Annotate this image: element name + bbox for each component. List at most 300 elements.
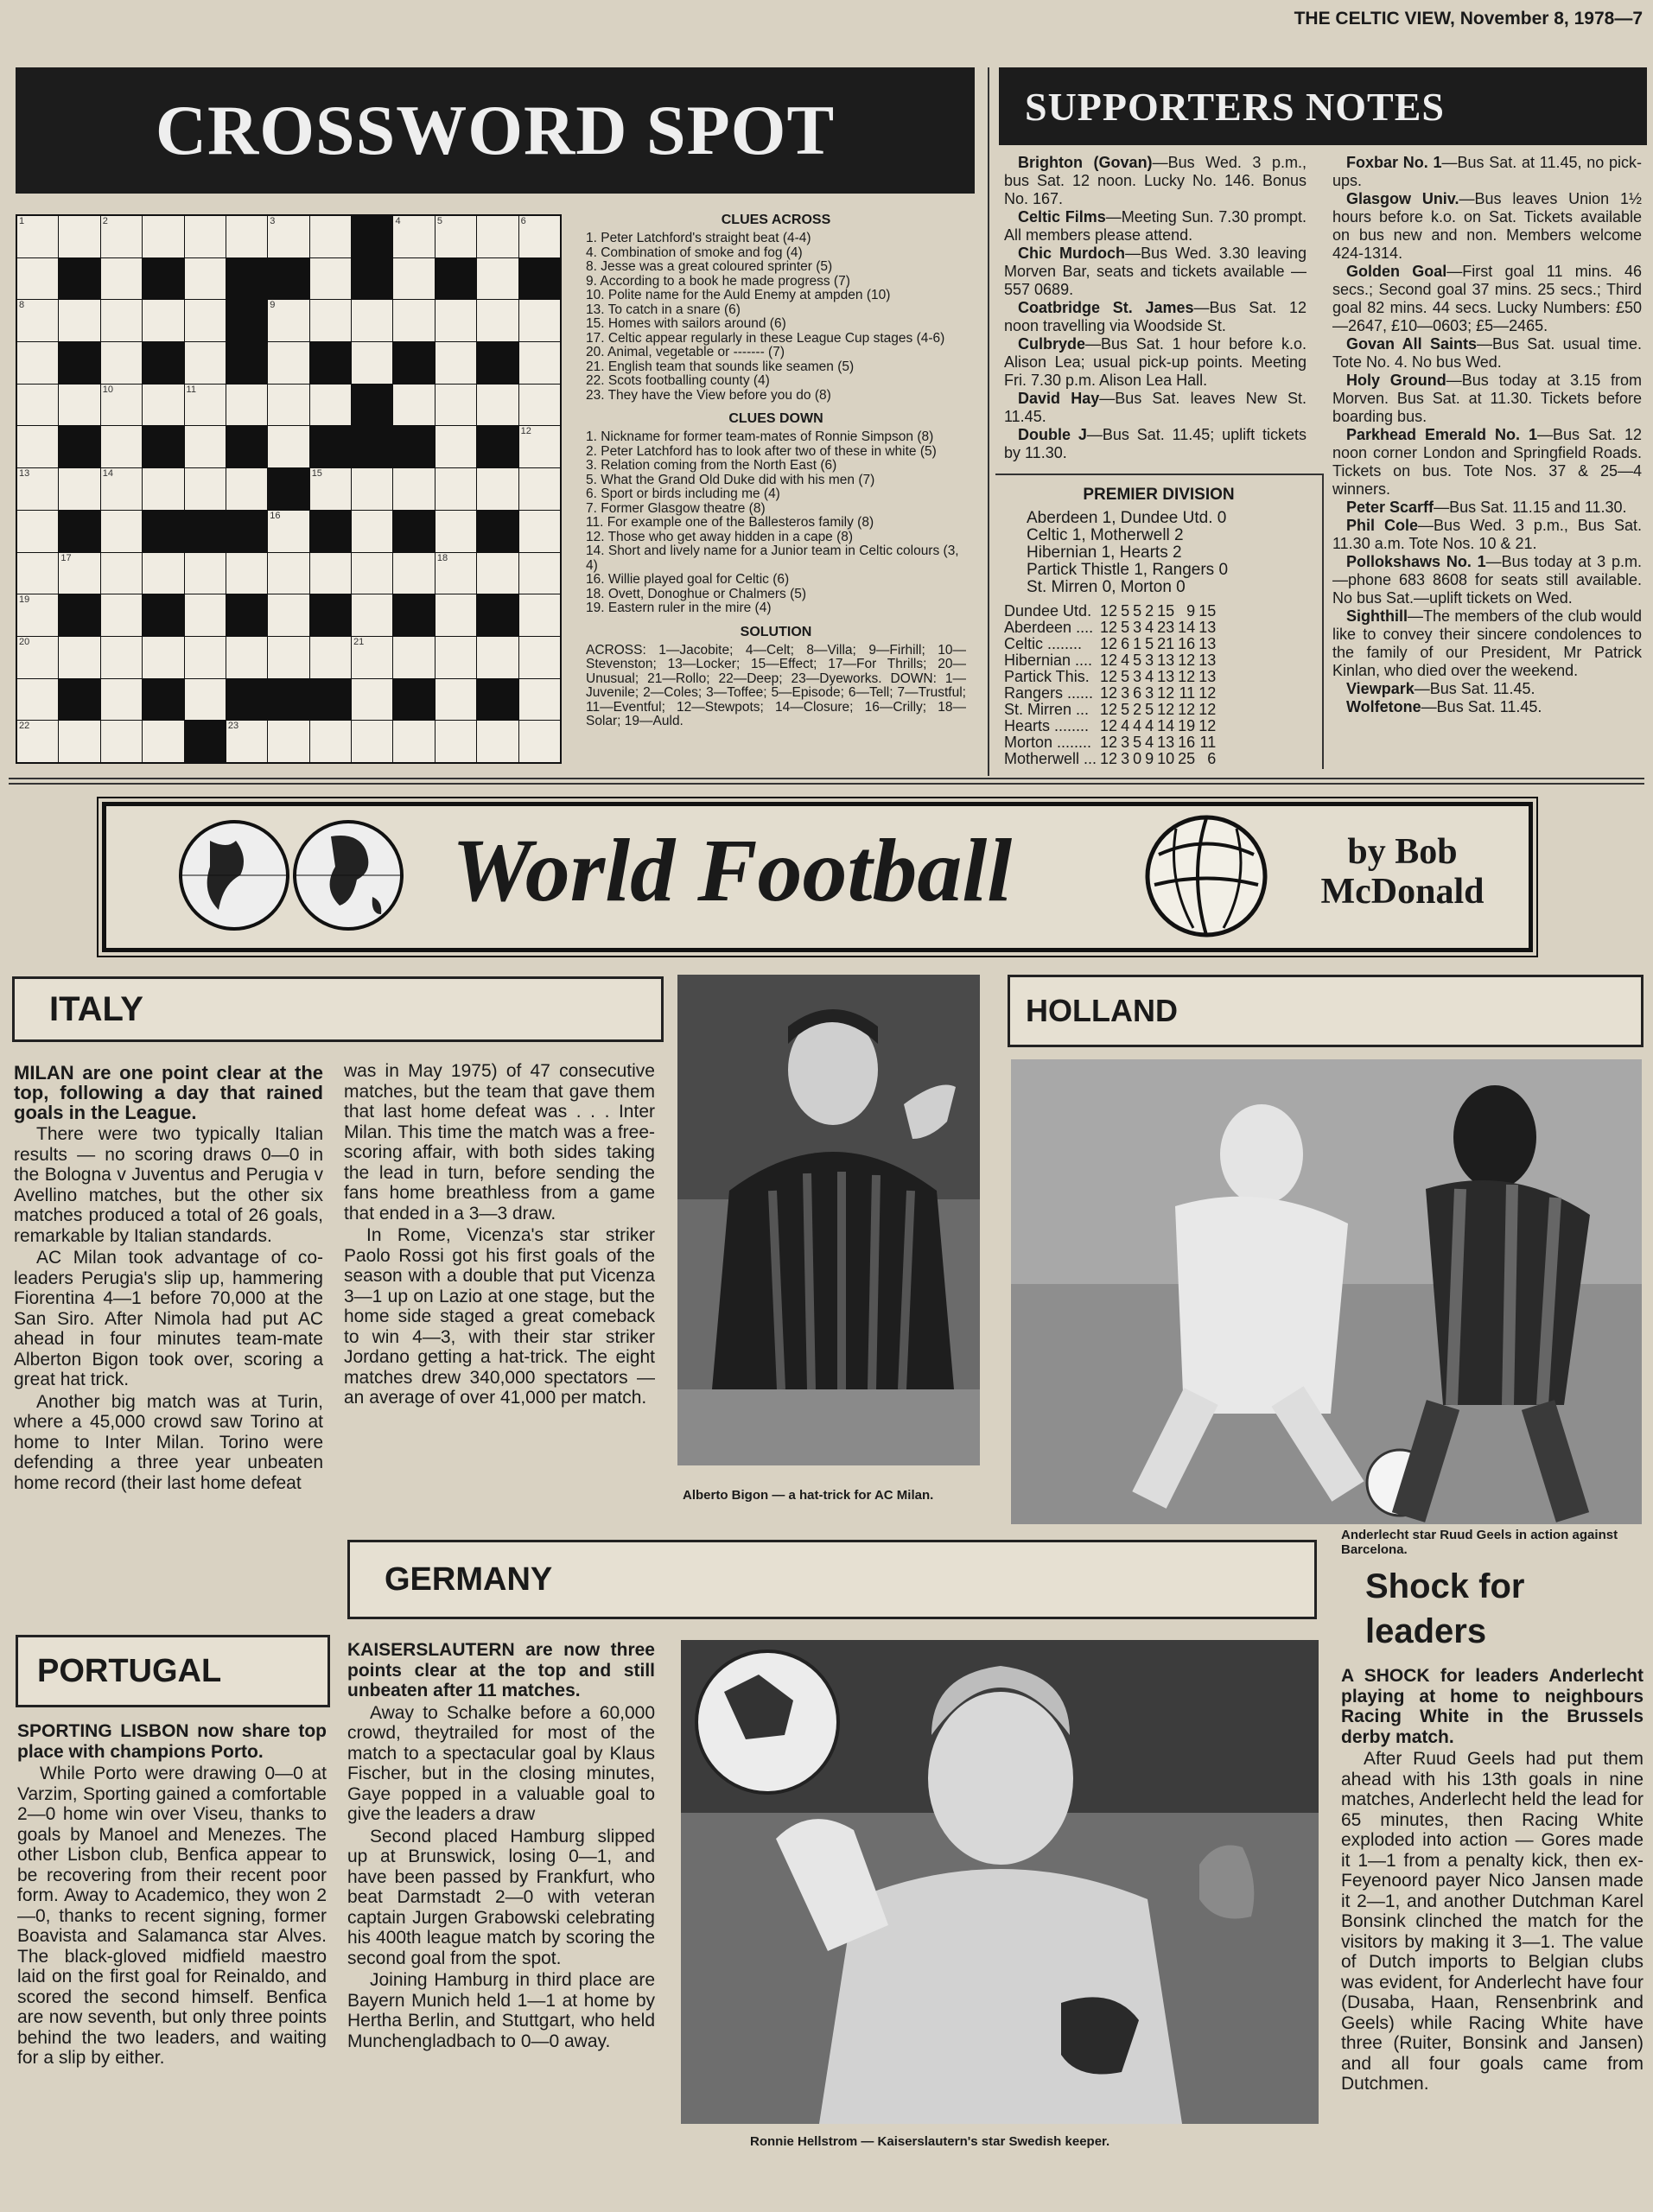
table-cell: 11 bbox=[1199, 734, 1217, 751]
table-cell: 4 bbox=[1145, 717, 1154, 734]
clue-across: 10. Polite name for the Auld Enemy at ampden (10) bbox=[586, 288, 891, 302]
grid-cell[interactable] bbox=[519, 511, 560, 552]
italy-paragraphs bbox=[14, 1124, 323, 1493]
grid-cell[interactable] bbox=[436, 342, 476, 384]
grid-black-cell bbox=[226, 258, 267, 300]
grid-cell[interactable] bbox=[477, 385, 518, 426]
shock-paragraphs bbox=[1341, 1749, 1643, 2094]
grid-cell[interactable] bbox=[352, 468, 392, 510]
holland-heading bbox=[1008, 975, 1643, 1047]
germany-paragraph: Joining Hamburg in third place are Bayern Munich held 1—1 at home by Hertha Berlin, and Stuttgart, who held Munchengladbach to 0—0 away. bbox=[347, 1970, 655, 2051]
grid-cell[interactable] bbox=[143, 721, 183, 762]
grid-cell[interactable] bbox=[185, 216, 226, 257]
grid-cell[interactable] bbox=[185, 637, 226, 678]
club-name: David Hay bbox=[1018, 390, 1100, 407]
club-name: Chic Murdoch bbox=[1018, 245, 1126, 262]
grid-cell[interactable] bbox=[17, 385, 58, 426]
grid-cell[interactable] bbox=[143, 468, 183, 510]
supporters-column-2 bbox=[1332, 154, 1642, 716]
table-cell: 11 bbox=[1179, 684, 1196, 702]
grid-cell[interactable] bbox=[268, 426, 308, 467]
grid-cell[interactable] bbox=[519, 594, 560, 636]
table-row bbox=[1004, 620, 1219, 636]
grid-cell[interactable] bbox=[393, 258, 434, 300]
photo-hellstrom-image bbox=[681, 1640, 1319, 2124]
grid-black-cell bbox=[393, 426, 434, 467]
grid-number: 9 bbox=[270, 300, 276, 311]
table-cell: 12 bbox=[1157, 684, 1175, 702]
supporters-note bbox=[1004, 335, 1307, 390]
grid-cell[interactable] bbox=[477, 637, 518, 678]
grid-black-cell bbox=[226, 300, 267, 341]
grid-black-cell bbox=[226, 679, 267, 721]
clue-down: 5. What the Grand Old Duke did with his men (7) bbox=[586, 472, 875, 487]
clue-down: 14. Short and lively name for a Junior team in Celtic colours (3, 4) bbox=[586, 543, 959, 573]
grid-cell[interactable] bbox=[393, 637, 434, 678]
grid-cell[interactable] bbox=[519, 216, 560, 257]
grid-black-cell bbox=[143, 426, 183, 467]
grid-cell[interactable] bbox=[226, 637, 267, 678]
match-result: Aberdeen 1, Dundee Utd. 0 bbox=[1027, 509, 1227, 527]
grid-cell[interactable] bbox=[59, 468, 99, 510]
club-name: Wolfetone bbox=[1346, 698, 1421, 715]
grid-cell[interactable] bbox=[310, 216, 351, 257]
grid-number: 14 bbox=[102, 468, 114, 480]
grid-cell[interactable] bbox=[310, 637, 351, 678]
grid-black-cell bbox=[310, 594, 351, 636]
table-cell: 12 bbox=[1100, 619, 1118, 636]
grid-cell[interactable] bbox=[59, 385, 99, 426]
table-cell: 12 bbox=[1100, 668, 1118, 685]
grid-cell[interactable] bbox=[519, 553, 560, 594]
supporters-title: SUPPORTERS NOTES bbox=[1025, 84, 1445, 129]
grid-cell[interactable] bbox=[185, 679, 226, 721]
italy-paragraph: There were two typically Italian results — no scoring draws 0—0 in the Bologna v Juventus and Perugia v Avellino matches, but the other six matches produced a total of 26 goals, remarkable by Italian standards. bbox=[14, 1124, 323, 1246]
grid-number: 10 bbox=[102, 384, 114, 395]
grid-cell[interactable] bbox=[185, 385, 226, 426]
grid-cell[interactable] bbox=[436, 553, 476, 594]
grid-black-cell bbox=[143, 594, 183, 636]
table-cell: 16 bbox=[1178, 635, 1196, 652]
league-table bbox=[1004, 603, 1219, 767]
grid-cell[interactable] bbox=[393, 216, 434, 257]
team-name: Partick This. bbox=[1004, 668, 1090, 685]
grid-cell[interactable] bbox=[59, 637, 99, 678]
clue-across: 13. To catch in a snare (6) bbox=[586, 302, 741, 317]
supporters-note bbox=[1004, 426, 1307, 462]
germany-paragraphs bbox=[347, 1703, 655, 2052]
grid-cell[interactable] bbox=[101, 342, 142, 384]
supporters-note bbox=[1004, 245, 1307, 299]
grid-black-cell bbox=[185, 511, 226, 552]
table-cell: 12 bbox=[1100, 602, 1118, 620]
grid-black-cell bbox=[393, 511, 434, 552]
grid-cell[interactable] bbox=[17, 258, 58, 300]
grid-cell[interactable] bbox=[519, 637, 560, 678]
grid-cell[interactable] bbox=[185, 553, 226, 594]
byline: by Bob McDonald bbox=[1320, 832, 1485, 912]
grid-cell[interactable] bbox=[436, 468, 476, 510]
grid-cell[interactable] bbox=[226, 553, 267, 594]
grid-cell[interactable] bbox=[101, 721, 142, 762]
clue-across: 4. Combination of smoke and fog (4) bbox=[586, 245, 803, 260]
grid-cell[interactable] bbox=[436, 426, 476, 467]
note-text: —Bus Sat. usual time. Tote No. 4. No bus Wed. bbox=[1332, 335, 1642, 371]
grid-black-cell bbox=[143, 258, 183, 300]
grid-cell[interactable] bbox=[226, 385, 267, 426]
grid-number: 13 bbox=[19, 468, 30, 480]
grid-cell[interactable] bbox=[101, 426, 142, 467]
grid-cell[interactable] bbox=[352, 553, 392, 594]
grid-cell[interactable] bbox=[268, 553, 308, 594]
club-name: Sighthill bbox=[1346, 607, 1408, 625]
grid-cell[interactable] bbox=[477, 258, 518, 300]
photo-bigon-image bbox=[677, 975, 980, 1465]
table-cell: 12 bbox=[1178, 652, 1196, 669]
grid-cell[interactable] bbox=[59, 721, 99, 762]
grid-cell[interactable] bbox=[268, 594, 308, 636]
note-text: —Bus Sat. at 11.45, no pick-ups. bbox=[1332, 154, 1642, 189]
supporters-note bbox=[1332, 263, 1642, 335]
grid-cell[interactable] bbox=[352, 342, 392, 384]
grid-cell[interactable] bbox=[101, 553, 142, 594]
grid-black-cell bbox=[477, 679, 518, 721]
clue-down: 6. Sport or birds including me (4) bbox=[586, 486, 780, 501]
club-name: Golden Goal bbox=[1346, 263, 1447, 280]
solution-text: ACROSS: 1—Jacobite; 4—Celt; 8—Villa; 9—Firhill; 10—Stevenston; 13—Locker; 15—Effect; 17—For Thrills; 20—Unusual; 21—Rollo; 22—Deep; 23—Dyeworks. DOWN: 1—Juvenile; 2—Coles; 3—Toffee; 5—Episode; 6—Tell; 7—Trustful; 11—Eventful; 12—Stewpots; 14—Closure; 16—Crilly; 18—Solar; 19—Auld. bbox=[586, 642, 966, 728]
club-name: Holy Ground bbox=[1346, 372, 1446, 389]
team-name: Rangers ...... bbox=[1004, 684, 1094, 702]
grid-black-cell bbox=[143, 511, 183, 552]
masthead: THE CELTIC VIEW, November 8, 1978—7 bbox=[1294, 9, 1643, 29]
table-cell: 5 bbox=[1133, 652, 1142, 669]
italy-caption: Alberto Bigon — a hat-trick for AC Milan. bbox=[683, 1488, 934, 1503]
grid-cell[interactable] bbox=[436, 385, 476, 426]
portugal-lead: SPORTING LISBON now share top place with champions Porto. bbox=[17, 1721, 327, 1762]
club-name: Viewpark bbox=[1346, 680, 1415, 697]
grid-cell[interactable] bbox=[436, 637, 476, 678]
grid-number: 8 bbox=[19, 300, 25, 311]
grid-number: 16 bbox=[270, 510, 281, 521]
grid-cell[interactable] bbox=[17, 594, 58, 636]
grid-cell[interactable] bbox=[185, 426, 226, 467]
world-football-title: World Football bbox=[452, 821, 1013, 920]
grid-number: 20 bbox=[19, 636, 30, 647]
note-text: —Bus leaves Union 1½ hours before k.o. on Sat. Tickets available on bus new and non. Members welcome 424-1314. bbox=[1332, 190, 1643, 262]
supporters-note bbox=[1332, 190, 1642, 263]
grid-black-cell bbox=[310, 679, 351, 721]
grid-cell[interactable] bbox=[519, 468, 560, 510]
italy-paragraph: Another big match was at Turin, where a 45,000 crowd saw Torino at home to Inter Milan. Torino were defending a three year unbeaten home record (their last home defeat bbox=[14, 1391, 323, 1493]
supporters-note bbox=[1332, 680, 1642, 698]
grid-cell[interactable] bbox=[268, 342, 308, 384]
table-cell: 16 bbox=[1178, 734, 1196, 751]
table-cell: 12 bbox=[1100, 750, 1118, 767]
grid-cell[interactable] bbox=[310, 385, 351, 426]
grid-cell[interactable] bbox=[17, 216, 58, 257]
grid-cell[interactable] bbox=[519, 721, 560, 762]
world-football-header bbox=[102, 802, 1533, 952]
grid-cell[interactable] bbox=[226, 468, 267, 510]
grid-cell[interactable] bbox=[226, 216, 267, 257]
grid-cell[interactable] bbox=[143, 637, 183, 678]
table-cell: 5 bbox=[1145, 701, 1154, 718]
grid-cell[interactable] bbox=[226, 721, 267, 762]
grid-cell[interactable] bbox=[477, 553, 518, 594]
germany-paragraph: Second placed Hamburg slipped up at Brunswick, losing 0—1, and have been passed by Frankfurt, who beat Darmstadt 2—0 with veteran captain Jurgen Grabowski celebrating his 400th league match by scoring the second goal from the spot. bbox=[347, 1826, 655, 1968]
portugal-heading bbox=[16, 1635, 330, 1707]
grid-black-cell bbox=[226, 342, 267, 384]
grid-cell[interactable] bbox=[17, 553, 58, 594]
clue-down: 3. Relation coming from the North East (6) bbox=[586, 458, 837, 473]
supporters-column-1 bbox=[1004, 154, 1307, 462]
grid-cell[interactable] bbox=[143, 300, 183, 341]
table-cell: 3 bbox=[1133, 668, 1142, 685]
grid-black-cell bbox=[59, 258, 99, 300]
clue-across: 8. Jesse was a great coloured sprinter (5) bbox=[586, 259, 833, 274]
germany-caption: Ronnie Hellstrom — Kaiserslautern's star Swedish keeper. bbox=[750, 2134, 1110, 2149]
match-result: Celtic 1, Motherwell 2 bbox=[1027, 526, 1184, 544]
grid-cell[interactable] bbox=[17, 511, 58, 552]
grid-cell[interactable] bbox=[268, 721, 308, 762]
crossword-grid[interactable] bbox=[16, 214, 562, 764]
grid-cell[interactable] bbox=[101, 594, 142, 636]
column-rule bbox=[988, 67, 989, 776]
grid-cell[interactable] bbox=[310, 258, 351, 300]
grid-cell[interactable] bbox=[352, 511, 392, 552]
table-cell: 5 bbox=[1133, 602, 1142, 620]
grid-cell[interactable] bbox=[17, 300, 58, 341]
germany-paragraph: Away to Schalke before a 60,000 crowd, theytrailed for most of the match to a spectacular goal by Klaus Fischer, but in the closing minutes, Gaye popped in a valuable goal to give the leaders a draw bbox=[347, 1702, 655, 1824]
portugal-paragraph: While Porto were drawing 0—0 at Varzim, Sporting gained a comfortable 2—0 home win over Viseu, thanks to goals by Manoel and Menezes. The other Lisbon club, Benfica appear to be recovering from their recent poor form. Away to Academico, they won 2—0, thanks to recent signing, former Boavista and Salamanca star Alves. The black-gloved midfield maestro laid on the first goal for Reinaldo, and scored the second himself. Benfica are now seventh, but only three points behind the two leaders, and waiting for a slip by either. bbox=[17, 1764, 327, 2068]
table-row bbox=[1004, 718, 1219, 734]
grid-cell[interactable] bbox=[310, 300, 351, 341]
club-name: Culbryde bbox=[1018, 335, 1086, 353]
grid-black-cell bbox=[226, 426, 267, 467]
grid-cell[interactable] bbox=[352, 721, 392, 762]
note-text: —Bus Sat. 12 noon travelling via Woodside St. bbox=[1004, 299, 1307, 334]
table-cell: 4 bbox=[1145, 619, 1154, 636]
grid-number: 6 bbox=[520, 216, 526, 226]
clue-down: 19. Eastern ruler in the mire (4) bbox=[586, 601, 772, 615]
grid-cell[interactable] bbox=[101, 216, 142, 257]
note-text: —Bus Wed. 3.30 leaving Morven Bar, seats and tickets available — 557 0689. bbox=[1004, 245, 1307, 298]
table-cell: 6 bbox=[1207, 750, 1217, 767]
grid-cell[interactable] bbox=[101, 637, 142, 678]
grid-cell[interactable] bbox=[185, 258, 226, 300]
table-cell: 1 bbox=[1133, 635, 1142, 652]
table-cell: 6 bbox=[1121, 635, 1130, 652]
italy-paragraph: In Rome, Vicenza's star striker Paolo Rossi got his first goals of the season with a double that put Vicenza 3—1 up on Lazio at one stage, but the home side staged a great comeback to win 4—3, with their star striker Jordano getting a hat-trick. The eight matches drew 340,000 spectators — an average of over 41,000 per match. bbox=[344, 1225, 655, 1408]
grid-cell[interactable] bbox=[393, 721, 434, 762]
grid-cell[interactable] bbox=[268, 216, 308, 257]
grid-cell[interactable] bbox=[268, 511, 308, 552]
table-cell: 9 bbox=[1145, 750, 1154, 767]
grid-cell[interactable] bbox=[101, 258, 142, 300]
clue-across: 9. According to a book he made progress (7) bbox=[586, 273, 850, 289]
grid-cell[interactable] bbox=[17, 468, 58, 510]
supporters-note bbox=[1004, 208, 1307, 245]
grid-cell[interactable] bbox=[352, 594, 392, 636]
grid-black-cell bbox=[310, 511, 351, 552]
table-cell: 2 bbox=[1145, 602, 1154, 620]
table-cell: 4 bbox=[1145, 668, 1154, 685]
grid-cell[interactable] bbox=[519, 300, 560, 341]
note-text: —Bus today at 3.15 from Morven. Bus Sat. at 11.30. Tickets before boarding bus. bbox=[1332, 372, 1642, 425]
grid-number: 2 bbox=[102, 216, 108, 226]
table-cell: 6 bbox=[1133, 684, 1142, 702]
grid-black-cell bbox=[185, 721, 226, 762]
grid-cell[interactable] bbox=[519, 342, 560, 384]
grid-cell[interactable] bbox=[519, 385, 560, 426]
photo-ruud-geels bbox=[1011, 1059, 1642, 1524]
grid-black-cell bbox=[352, 216, 392, 257]
grid-number: 1 bbox=[19, 216, 25, 226]
grid-black-cell bbox=[352, 385, 392, 426]
supporters-note bbox=[1332, 698, 1642, 716]
table-cell: 5 bbox=[1145, 635, 1154, 652]
note-text: —Meeting Sun. 7.30 prompt. All members please attend. bbox=[1004, 208, 1307, 244]
team-name: Morton ........ bbox=[1004, 734, 1092, 751]
table-row bbox=[1004, 603, 1219, 620]
note-text: —Bus Sat. 12 noon corner London and Springfield Roads. Tickets on bus. Tote Nos. 37 & 25—4 winners. bbox=[1332, 426, 1642, 498]
grid-cell[interactable] bbox=[477, 468, 518, 510]
grid-cell[interactable] bbox=[101, 468, 142, 510]
note-text: —Bus today at 3 p.m.—phone 683 8608 for seats still available. No bus Sat.—uplift tickets on Wed. bbox=[1332, 553, 1642, 607]
grid-cell[interactable] bbox=[310, 468, 351, 510]
table-cell: 13 bbox=[1157, 652, 1175, 669]
table-cell: 5 bbox=[1121, 701, 1130, 718]
grid-cell[interactable] bbox=[477, 721, 518, 762]
grid-cell[interactable] bbox=[268, 300, 308, 341]
table-cell: 12 bbox=[1157, 701, 1175, 718]
table-cell: 13 bbox=[1157, 734, 1175, 751]
grid-cell[interactable] bbox=[17, 426, 58, 467]
crossword-title: CROSSWORD SPOT bbox=[155, 91, 836, 169]
table-cell: 12 bbox=[1100, 635, 1118, 652]
clue-across: 15. Homes with sailors around (6) bbox=[586, 316, 786, 331]
grid-cell[interactable] bbox=[436, 300, 476, 341]
table-row bbox=[1004, 734, 1219, 751]
italy-paragraph: was in May 1975) of 47 consecutive matches, but the team that gave them that last home defeat was . . . Inter Milan. This time the match was a free-scoring affair, with both sides taking the lead in turn, before sending the fans home breathless from a game that ended in a 3—3 draw. bbox=[344, 1061, 655, 1224]
note-text: —Bus Wed. 3 p.m., bus Sat. 12 noon. Lucky No. 146. Bonus No. 167. bbox=[1004, 154, 1307, 207]
grid-cell[interactable] bbox=[310, 721, 351, 762]
grid-cell[interactable] bbox=[436, 679, 476, 721]
solution-heading: SOLUTION bbox=[740, 624, 812, 639]
clue-down: 1. Nickname for former team-mates of Ronnie Simpson (8) bbox=[586, 429, 934, 444]
grid-cell[interactable] bbox=[185, 342, 226, 384]
table-cell: 9 bbox=[1186, 602, 1196, 620]
team-name: Hibernian .... bbox=[1004, 652, 1093, 669]
grid-cell[interactable] bbox=[436, 594, 476, 636]
grid-cell[interactable] bbox=[185, 300, 226, 341]
grid-cell[interactable] bbox=[352, 637, 392, 678]
grid-cell[interactable] bbox=[17, 721, 58, 762]
table-cell: 10 bbox=[1157, 750, 1175, 767]
grid-cell[interactable] bbox=[310, 553, 351, 594]
note-text: —Bus Sat. 11.15 and 11.30. bbox=[1434, 499, 1627, 516]
grid-cell[interactable] bbox=[59, 553, 99, 594]
clue-across: 21. English team that sounds like seamen (5) bbox=[586, 359, 855, 374]
grid-cell[interactable] bbox=[393, 300, 434, 341]
supporters-note bbox=[1332, 517, 1642, 553]
grid-number: 17 bbox=[60, 552, 72, 563]
grid-cell[interactable] bbox=[268, 385, 308, 426]
team-name: St. Mirren ... bbox=[1004, 701, 1090, 718]
grid-cell[interactable] bbox=[436, 511, 476, 552]
grid-cell[interactable] bbox=[436, 216, 476, 257]
grid-cell[interactable] bbox=[101, 511, 142, 552]
grid-cell[interactable] bbox=[143, 216, 183, 257]
grid-cell[interactable] bbox=[519, 679, 560, 721]
grid-cell[interactable] bbox=[59, 216, 99, 257]
grid-cell[interactable] bbox=[143, 385, 183, 426]
grid-cell[interactable] bbox=[101, 679, 142, 721]
grid-black-cell bbox=[310, 342, 351, 384]
grid-cell[interactable] bbox=[17, 679, 58, 721]
note-text: —The members of the club would like to convey their sincere condolences to the family of our President, Mr Patrick Kinlan, who died over the weekend. bbox=[1332, 607, 1642, 679]
table-cell: 3 bbox=[1145, 684, 1154, 702]
grid-cell[interactable] bbox=[436, 721, 476, 762]
grid-cell[interactable] bbox=[17, 637, 58, 678]
grid-number: 3 bbox=[270, 216, 276, 226]
clues-across-list bbox=[586, 232, 966, 403]
club-name: Celtic Films bbox=[1018, 208, 1106, 226]
table-row bbox=[1004, 669, 1219, 685]
note-text: —Bus Sat. leaves New St. 11.45. bbox=[1004, 390, 1307, 425]
grid-number: 4 bbox=[395, 216, 401, 226]
premier-division bbox=[995, 474, 1324, 769]
premier-title: PREMIER DIVISION bbox=[1083, 486, 1235, 504]
grid-cell[interactable] bbox=[477, 300, 518, 341]
grid-cell[interactable] bbox=[185, 468, 226, 510]
grid-cell[interactable] bbox=[101, 300, 142, 341]
grid-cell[interactable] bbox=[352, 679, 392, 721]
grid-cell[interactable] bbox=[393, 468, 434, 510]
grid-black-cell bbox=[143, 342, 183, 384]
grid-black-cell bbox=[226, 511, 267, 552]
table-cell: 13 bbox=[1198, 619, 1217, 636]
grid-cell[interactable] bbox=[393, 385, 434, 426]
grid-cell[interactable] bbox=[393, 553, 434, 594]
grid-cell[interactable] bbox=[268, 637, 308, 678]
italy-column-1 bbox=[14, 1063, 323, 1495]
table-row bbox=[1004, 636, 1219, 652]
grid-cell[interactable] bbox=[143, 553, 183, 594]
grid-cell[interactable] bbox=[477, 216, 518, 257]
grid-cell[interactable] bbox=[185, 594, 226, 636]
team-name: Hearts ........ bbox=[1004, 717, 1090, 734]
grid-cell[interactable] bbox=[519, 426, 560, 467]
note-text: —Bus Sat. 11.45; uplift tickets by 11.30. bbox=[1004, 426, 1307, 461]
supporters-note bbox=[1332, 372, 1642, 426]
supporters-banner bbox=[999, 67, 1647, 145]
grid-cell[interactable] bbox=[101, 385, 142, 426]
italy-lead: MILAN are one point clear at the top, following a day that rained goals in the League. bbox=[14, 1062, 323, 1123]
team-name: Motherwell ... bbox=[1004, 750, 1097, 767]
table-cell: 12 bbox=[1100, 652, 1118, 669]
grid-cell[interactable] bbox=[352, 300, 392, 341]
grid-black-cell bbox=[268, 468, 308, 510]
grid-cell[interactable] bbox=[17, 342, 58, 384]
table-cell: 13 bbox=[1157, 668, 1175, 685]
table-cell: 12 bbox=[1198, 684, 1217, 702]
table-cell: 12 bbox=[1198, 701, 1217, 718]
table-cell: 0 bbox=[1133, 750, 1142, 767]
grid-cell[interactable] bbox=[59, 300, 99, 341]
team-name: Dundee Utd. bbox=[1004, 602, 1092, 620]
table-cell: 13 bbox=[1198, 652, 1217, 669]
